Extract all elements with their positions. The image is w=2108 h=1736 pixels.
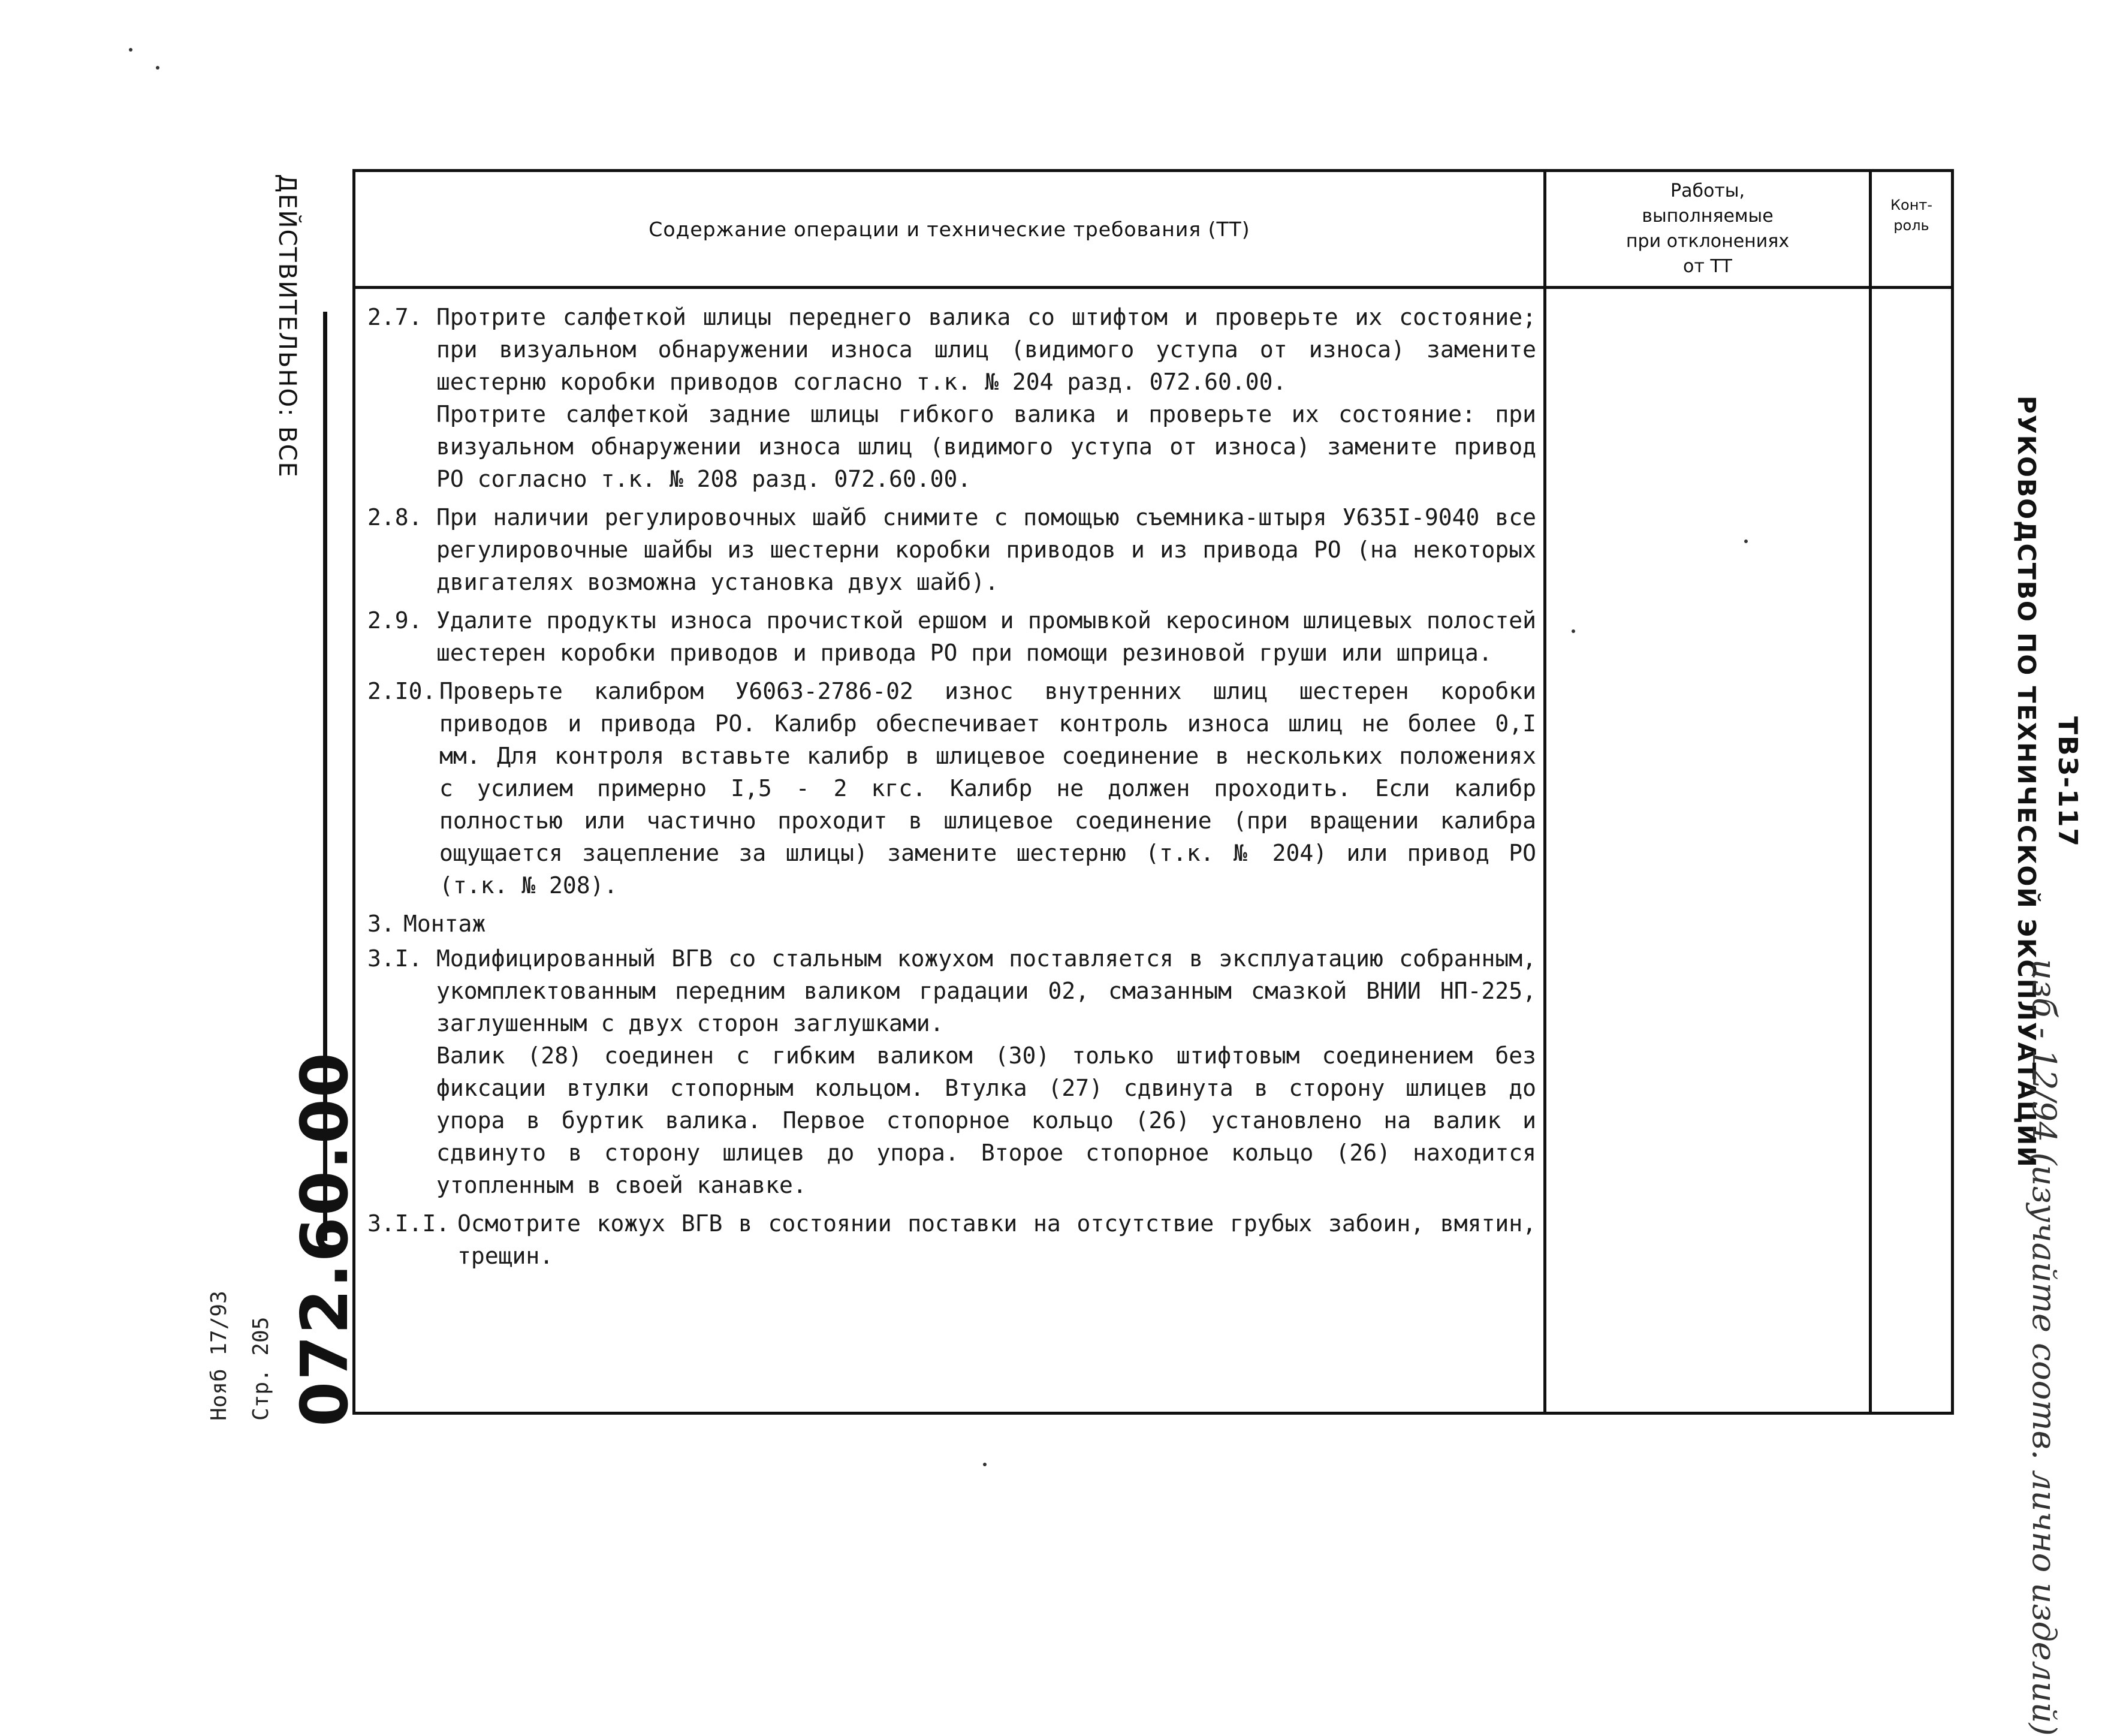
scan-speck: [1744, 540, 1748, 543]
item-text: При наличии регулировочных шайб снимите с помощью съемника-штыря У635I-9040 все регулировочные шайбы из шестерни коробки приводов и из привода РО (на некоторых двигателях возможна установка двух шайб).: [436, 504, 1536, 595]
section-heading: [367, 908, 1536, 940]
column-divider-1: [1543, 172, 1546, 1412]
item-text: Проверьте калибром У6063-2786-02 износ внутренних шлиц шестерен коробки приводов и привода РО. Калибр обеспечивает контроль износа шлиц не более 0,I мм. Для контроля вставьте калибр в шлицевое соединение в нескольких положениях с усилием примерно I,5 - 2 кгс. Калибр не должен проходить. Если калибр полностью или частично проходит в шлицевое соединение (при вращении калибра ощущается зацепление за шлицы) замените шестерню (т.к. № 204) или привод РО (т.к. № 208).: [439, 678, 1536, 899]
operation-table: [352, 169, 1954, 1415]
page-number: Стр. 205: [249, 1316, 273, 1421]
item-text: Осмотрите кожух ВГВ в состоянии поставки на отсутствие грубых забоин, вмятин, трещин.: [457, 1210, 1536, 1269]
item-number: 2.9.: [367, 607, 423, 634]
scan-speck: [1572, 629, 1575, 633]
list-item: [367, 675, 1536, 902]
section-title: Монтаж: [403, 911, 486, 937]
item-number: 3.I.I.: [367, 1210, 450, 1237]
scan-speck: [983, 1463, 987, 1466]
item-number: 2.8.: [367, 504, 423, 531]
header-deviations-line: от ТТ: [1682, 256, 1733, 277]
engine-model: ТВЗ-117: [2052, 716, 2083, 848]
item-text: Протрите салфеткой задние шлицы гибкого валика и проверьте их состояние: при визуальном обнаружении износа шлиц (видимого уступа от износа) замените привод РО согласно т.к. № 208 разд. 072.60.00.: [436, 401, 1536, 492]
operation-content: [367, 301, 1536, 1278]
revision-date: Нояб 17/93: [207, 1291, 231, 1421]
header-deviations-line: при отклонениях: [1626, 231, 1790, 252]
item-text: Модифицированный ВГВ со стальным кожухом поставляется в эксплуатацию собранным, укомплектованным передним валиком градации 02, смазанным смазкой ВНИИ НП-225, заглушенным с двух сторон заглушками.: [436, 945, 1536, 1036]
list-item: [367, 1207, 1536, 1272]
list-item: [367, 501, 1536, 598]
header-control: [1872, 172, 1951, 286]
section-number: 3.: [367, 911, 395, 937]
header-deviations-line: Работы,: [1670, 180, 1745, 201]
manual-title: РУКОВОДСТВО ПО ТЕХНИЧЕСКОЙ ЭКСПЛУАТАЦИИ: [2012, 396, 2041, 1168]
header-content: Содержание операции и технические требования (ТТ): [649, 217, 1250, 241]
list-item: [367, 942, 1536, 1201]
item-number: 3.I.: [367, 945, 423, 972]
header-control-line: Конт-: [1890, 197, 1933, 213]
document-code: 072.60.00: [288, 1051, 363, 1427]
header-deviations-line: выполняемые: [1642, 206, 1774, 227]
scan-speck: [156, 66, 159, 70]
header-control-line: роль: [1893, 217, 1929, 234]
list-item: [367, 604, 1536, 669]
column-divider-2: [1869, 172, 1872, 1412]
item-text: Удалите продукты износа прочисткой ершом и промывкой керосином шлицевых полостей шестерен коробки приводов и привода РО при помощи резиновой груши или шприца.: [436, 607, 1536, 666]
handwritten-note: изб - 12/94 (изучайте соотв. лично изделий): [2025, 959, 2063, 1736]
item-text: Валик (28) соединен с гибким валиком (30) только штифтовым соединением без фиксации втулки стопорным кольцом. Втулка (27) сдвинута в сторону шлицев до упора в буртик валика. Первое стопорное кольцо (26) установлено на валик и сдвинуто в сторону шлицев до упора. Второе стопорное кольцо (26) находится утопленным в своей канавке.: [436, 1042, 1536, 1198]
header-deviations: [1546, 172, 1869, 286]
list-item: [367, 301, 1536, 495]
item-text: Протрите салфеткой шлицы переднего валика со штифтом и проверьте их состояние; при визуальном обнаружении износа шлиц (видимого уступа от износа) замените шестерню коробки приводов согласно т.к. № 204 разд. 072.60.00.: [436, 304, 1536, 395]
header-divider: [355, 286, 1951, 289]
item-number: 2.I0.: [367, 678, 436, 704]
validity-label: ДЕЙСТВИТЕЛЬНО: ВСЕ: [273, 174, 301, 478]
item-number: 2.7.: [367, 304, 423, 330]
scan-speck: [129, 48, 132, 52]
